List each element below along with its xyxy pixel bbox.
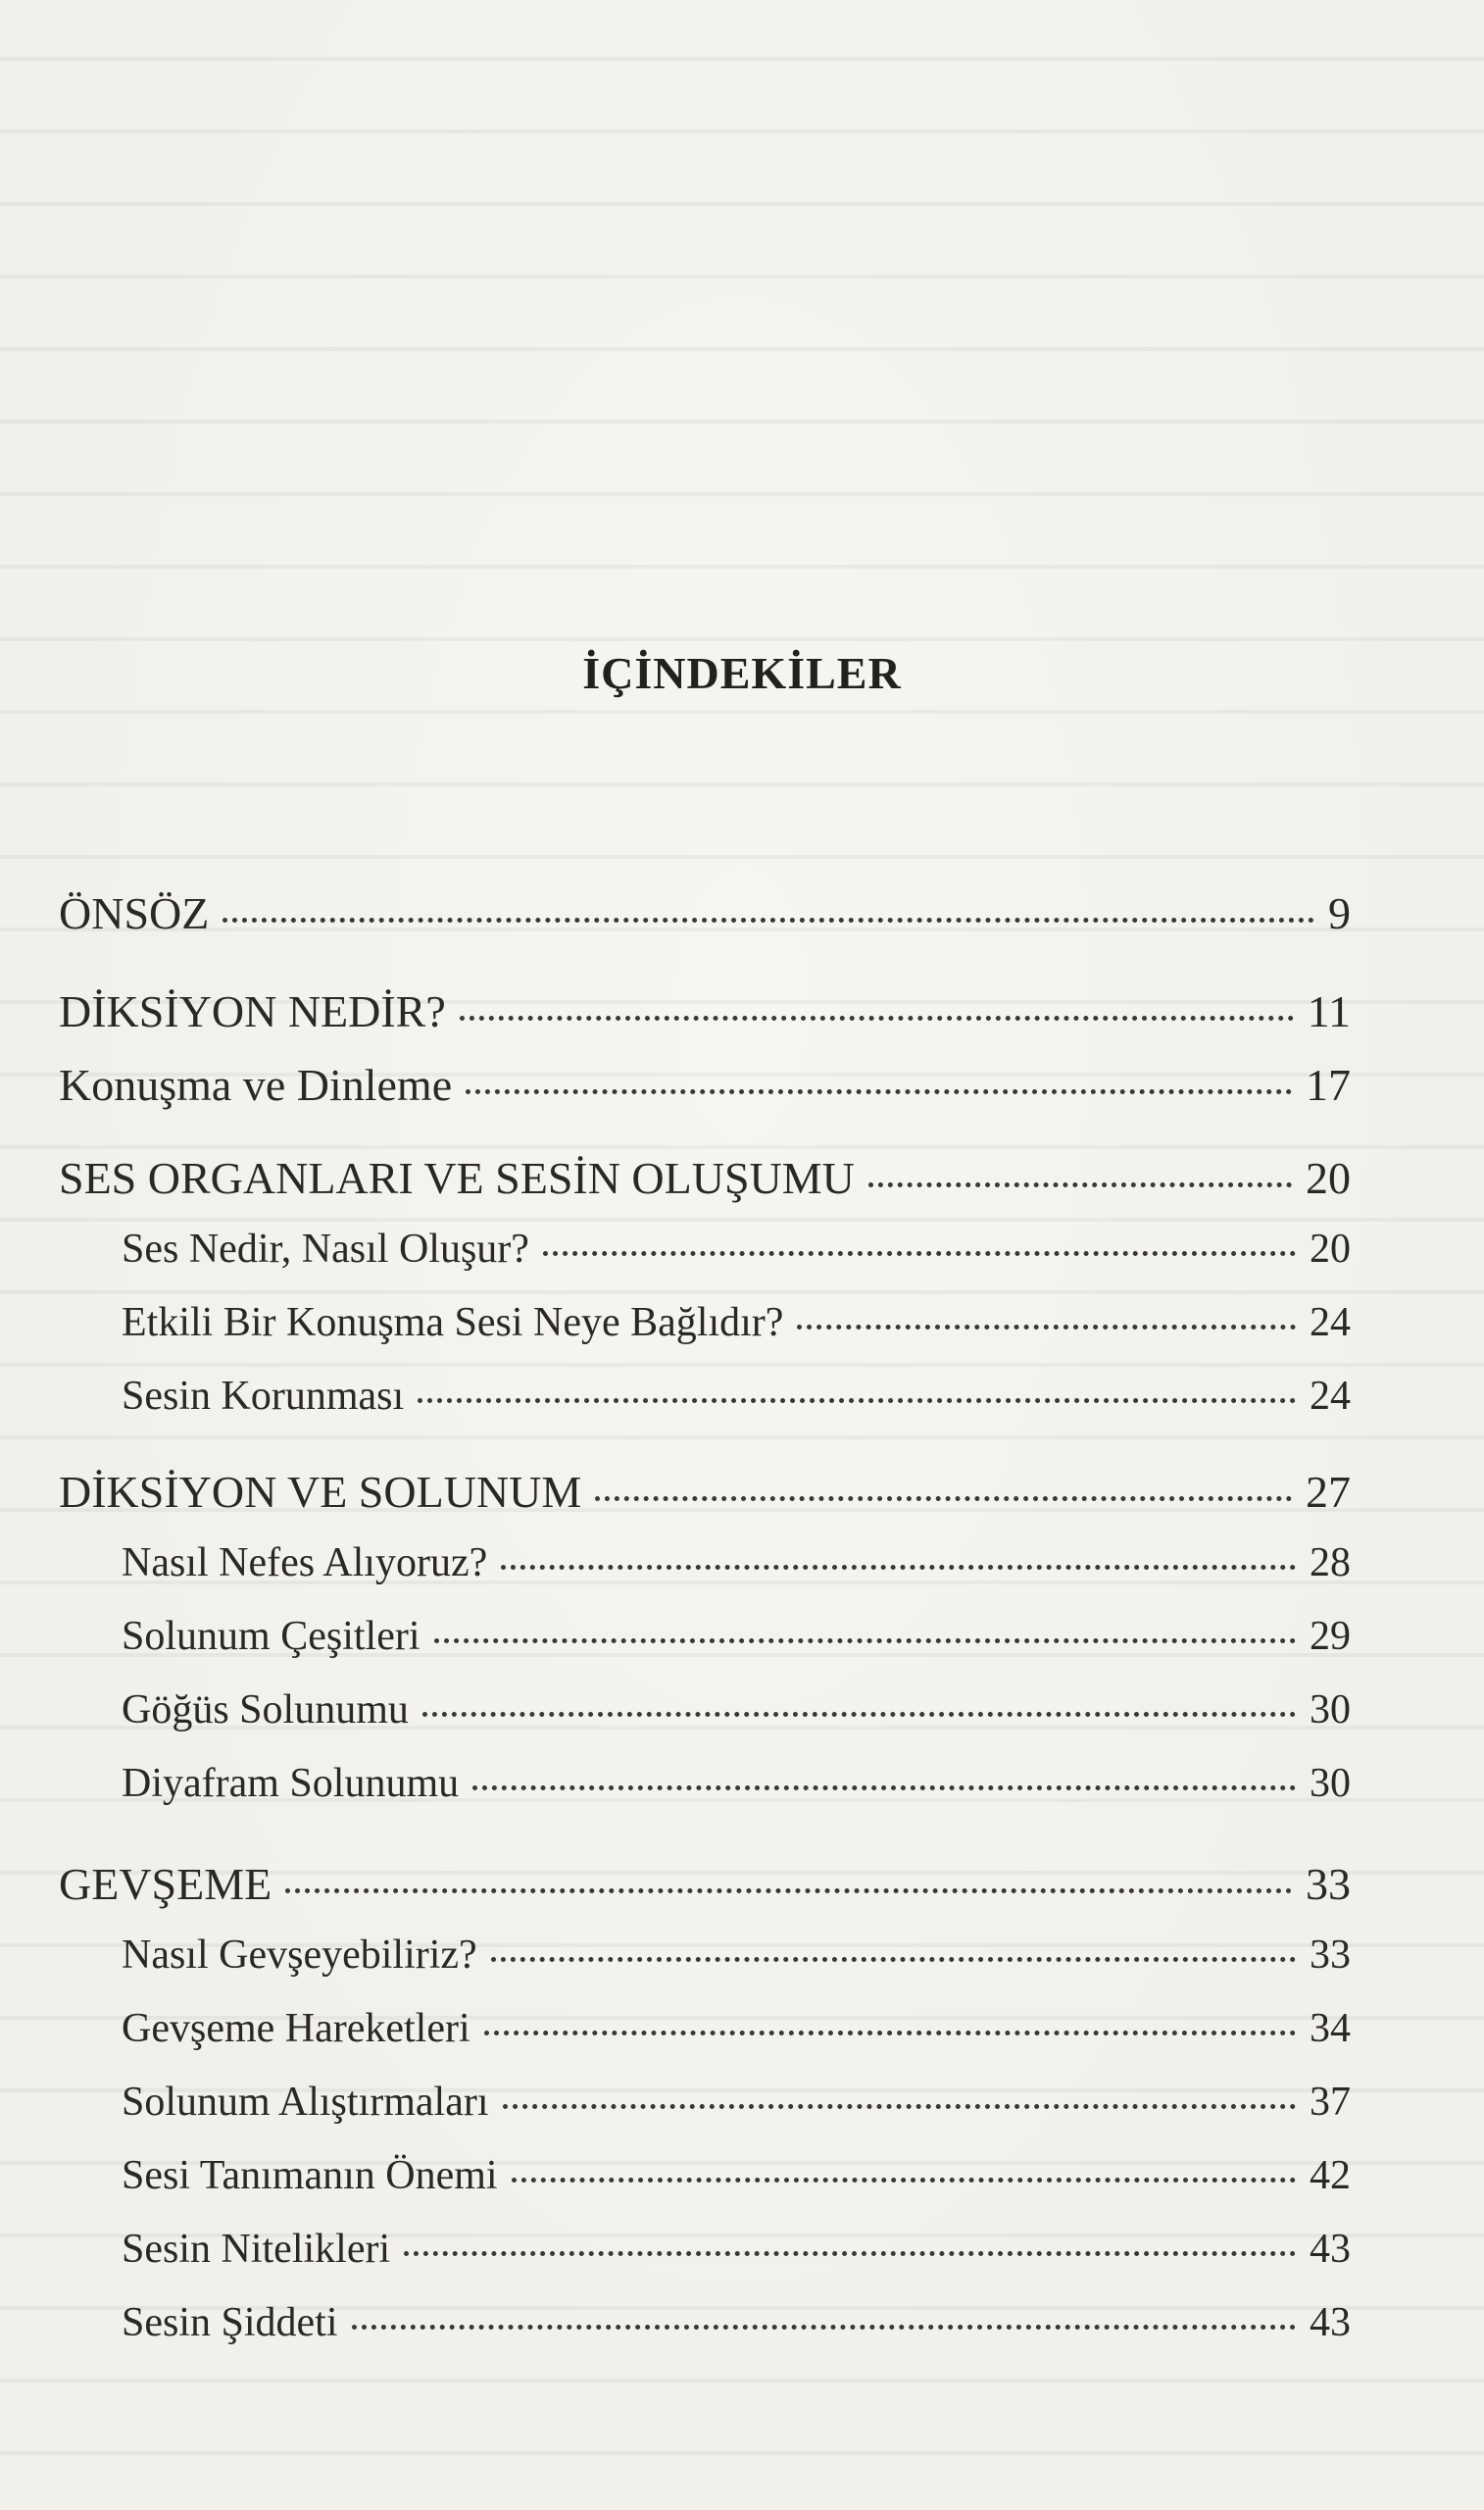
toc-entry-label: ÖNSÖZ xyxy=(59,888,210,938)
toc-entry xyxy=(59,1858,1351,1910)
page-title: İÇİNDEKİLER xyxy=(582,648,902,698)
toc-entry-label: Solunum Çeşitleri xyxy=(122,1614,420,1659)
toc-entry-label: Sesin Korunması xyxy=(122,1374,405,1419)
toc-entry-page-number: 30 xyxy=(1310,1761,1351,1806)
dot-leader xyxy=(404,2251,1296,2256)
toc-entry-page-number: 43 xyxy=(1310,2227,1351,2272)
toc-entry xyxy=(59,1932,1351,1979)
toc-entry xyxy=(59,1539,1351,1586)
dot-leader xyxy=(285,1888,1292,1893)
toc-entry-page-number: 17 xyxy=(1306,1060,1351,1110)
toc-entry-page-number: 11 xyxy=(1307,986,1351,1036)
dot-leader xyxy=(434,1638,1297,1643)
toc-entry-page-number: 24 xyxy=(1310,1374,1351,1419)
toc-entry xyxy=(59,1059,1351,1111)
toc-entry-label: GEVŞEME xyxy=(59,1859,272,1909)
dot-leader xyxy=(466,1089,1292,1094)
dot-leader xyxy=(460,1016,1294,1021)
toc-entry xyxy=(59,1226,1351,1273)
toc-entry-label: Diyafram Solunumu xyxy=(122,1761,460,1806)
toc-entry-label: Sesi Tanımanın Önemi xyxy=(122,2153,498,2198)
toc-entry-page-number: 33 xyxy=(1310,1933,1351,1978)
toc-entry-page-number: 9 xyxy=(1328,888,1351,938)
toc-entry xyxy=(59,2226,1351,2273)
toc-entry-label: Nasıl Gevşeyebiliriz? xyxy=(122,1933,477,1978)
toc-entry xyxy=(59,887,1351,939)
toc-entry xyxy=(59,2152,1351,2199)
dot-leader xyxy=(512,2178,1296,2183)
toc-entry-label: Solunum Alıştırmaları xyxy=(122,2080,489,2125)
toc-entry xyxy=(59,1152,1351,1204)
dot-leader xyxy=(797,1325,1296,1330)
dot-leader xyxy=(503,2104,1297,2109)
toc-entry-label: SES ORGANLARI VE SESİN OLUŞUMU xyxy=(59,1153,855,1203)
dot-leader xyxy=(501,1565,1296,1570)
toc-entry-label: DİKSİYON NEDİR? xyxy=(59,986,446,1036)
toc-entry xyxy=(59,1299,1351,1346)
dot-leader xyxy=(491,1957,1296,1962)
toc-entry-label: Göğüs Solunumu xyxy=(122,1687,409,1732)
toc-entry-label: Etkili Bir Konuşma Sesi Neye Bağlıdır? xyxy=(122,1300,784,1345)
toc-entry xyxy=(59,1466,1351,1518)
toc-entry-page-number: 43 xyxy=(1310,2300,1351,2345)
toc-entry-page-number: 29 xyxy=(1310,1614,1351,1659)
toc-entry-label: Nasıl Nefes Alıyoruz? xyxy=(122,1540,488,1585)
dot-leader xyxy=(484,2031,1296,2035)
toc-entry xyxy=(59,2005,1351,2052)
toc-entry-page-number: 27 xyxy=(1306,1467,1351,1517)
toc-entry-page-number: 37 xyxy=(1310,2080,1351,2125)
toc-entry-page-number: 33 xyxy=(1306,1859,1351,1909)
toc-entry-page-number: 24 xyxy=(1310,1300,1351,1345)
dot-leader xyxy=(352,2325,1296,2330)
dot-leader xyxy=(223,918,1314,923)
toc-entry xyxy=(59,985,1351,1037)
toc-entry-page-number: 34 xyxy=(1310,2006,1351,2051)
toc-entry-page-number: 20 xyxy=(1306,1153,1351,1203)
toc-entry-label: Gevşeme Hareketleri xyxy=(122,2006,470,2051)
toc-entry xyxy=(59,1373,1351,1420)
toc-entry-page-number: 42 xyxy=(1310,2153,1351,2198)
toc-entry-label: DİKSİYON VE SOLUNUM xyxy=(59,1467,582,1517)
dot-leader xyxy=(595,1496,1292,1501)
dot-leader xyxy=(418,1398,1296,1403)
toc-entry-page-number: 30 xyxy=(1310,1687,1351,1732)
toc-entry-label: Ses Nedir, Nasıl Oluşur? xyxy=(122,1227,529,1272)
toc-entry xyxy=(59,2299,1351,2346)
toc-entry-label: Sesin Nitelikleri xyxy=(122,2227,391,2272)
toc-entry-label: Konuşma ve Dinleme xyxy=(59,1060,453,1110)
toc-entry xyxy=(59,1760,1351,1807)
toc-entry xyxy=(59,2079,1351,2126)
toc-entry-label: Sesin Şiddeti xyxy=(122,2300,338,2345)
toc-entry xyxy=(59,1686,1351,1733)
dot-leader xyxy=(543,1251,1296,1256)
toc-entry-page-number: 20 xyxy=(1310,1227,1351,1272)
toc-entry-page-number: 28 xyxy=(1310,1540,1351,1585)
dot-leader xyxy=(868,1182,1292,1187)
toc-entry xyxy=(59,1613,1351,1660)
dot-leader xyxy=(472,1785,1296,1790)
dot-leader xyxy=(422,1712,1296,1717)
